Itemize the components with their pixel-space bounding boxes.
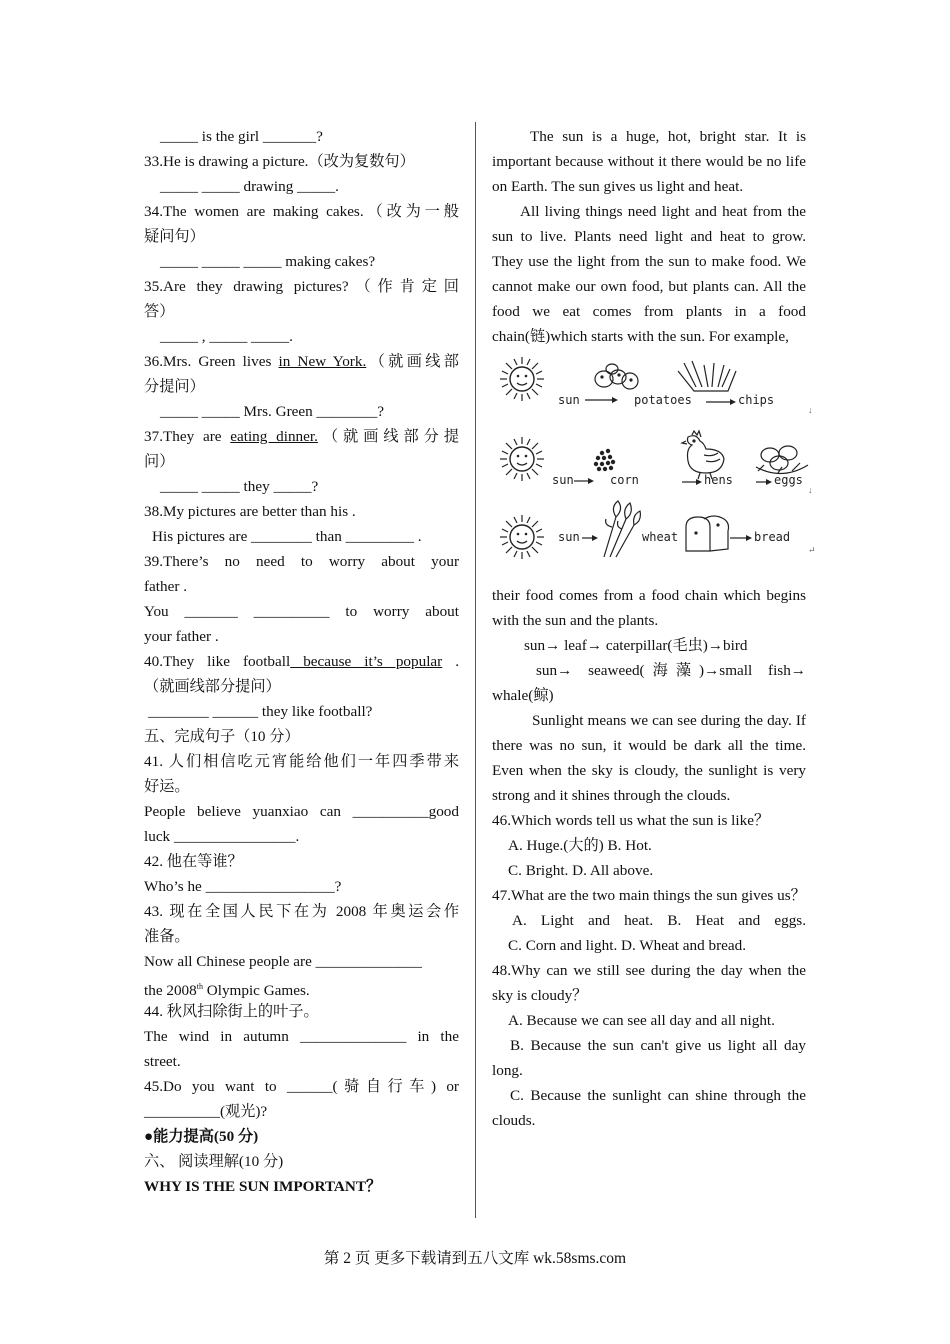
- q37-answer-line: _____ _____ they _____?: [160, 478, 319, 495]
- sun-icon: [500, 437, 544, 481]
- q32-answer-line: _____ is the girl _______?: [160, 128, 323, 145]
- line-break-mark: ↓: [808, 485, 813, 495]
- arrow-head: [746, 535, 752, 541]
- chain-label-wheat: wheat: [642, 530, 679, 544]
- q47-options-2: C. Corn and light. D. Wheat and bread.: [508, 937, 747, 954]
- q48-option-a: A. Because we can see all day and all night.: [508, 1012, 775, 1029]
- q43-text-cont: 准备。: [144, 928, 190, 945]
- left-column: [144, 124, 459, 1199]
- corn-icon: [594, 449, 615, 471]
- q34-text: 34.The women are making cakes.（改为一般: [144, 203, 459, 220]
- q40-text-cont: （就画线部分提问）: [144, 678, 281, 695]
- q35-answer-line: _____ , _____ _____.: [160, 328, 293, 345]
- section-6-heading: 六、 阅读理解(10 分): [144, 1153, 284, 1170]
- right-column: [492, 124, 816, 1133]
- q38-text: 38.My pictures are better than his .: [144, 503, 356, 520]
- arrow-head: [696, 479, 702, 485]
- q41-answer-cont: luck ________________.: [144, 828, 300, 845]
- line-break-mark: ↓: [808, 405, 813, 415]
- q45-text-cont: __________(观光)?: [144, 1103, 268, 1120]
- q46-text: 46.Which words tell us what the sun is like？: [492, 812, 770, 829]
- food-chain-example-1: sun→ leaf→ caterpillar(毛虫)→bird: [524, 637, 748, 654]
- q41-answer-line: People believe yuanxiao can __________good: [144, 803, 459, 820]
- q40-text: 40.They like football because it’s popular .: [144, 653, 460, 670]
- q47-text: 47.What are the two main things the sun gives us？: [492, 887, 806, 904]
- reading-title: WHY IS THE SUN IMPORTANT？: [144, 1178, 382, 1195]
- chain-label-corn: corn: [610, 473, 639, 487]
- sun-icon: [500, 357, 544, 401]
- food-chain-example-2: sun→ seaweed(海藻)→small fish→ whale(鲸): [492, 662, 806, 704]
- q39-answer-cont: your father .: [144, 628, 219, 645]
- q42-answer-line: Who’s he _________________?: [144, 878, 342, 895]
- passage-paragraph-3: their food comes from a food chain which begins with the sun and the plants.: [492, 587, 806, 629]
- eggs-icon: [756, 446, 808, 474]
- column-divider: [475, 122, 476, 1218]
- q44-answer-cont: street.: [144, 1053, 181, 1070]
- q35-text: 35.Are they drawing pictures?（作肯定回: [144, 278, 459, 295]
- q43-answer-cont: the 2008th Olympic Games.: [144, 982, 310, 1000]
- q43-answer-line: Now all Chinese people are ______________: [144, 953, 422, 970]
- q38-answer-line: His pictures are ________ than _________ .: [152, 528, 422, 545]
- chain-label-hens: hens: [704, 473, 733, 487]
- food-chain-svg: [492, 357, 814, 579]
- q35-text-cont: 答）: [144, 303, 175, 320]
- food-chain-illustration: [492, 357, 816, 579]
- q42-text: 42. 他在等谁？: [144, 853, 243, 870]
- bread-icon: [686, 516, 729, 551]
- q46-options-1: A. Huge.(大的) B. Hot.: [508, 837, 652, 854]
- q48-text: 48.Why can we still see during the day when the sky is cloudy？: [492, 962, 806, 1004]
- chain-label-sun-2: sun: [552, 473, 574, 487]
- q39-answer-line: You _______ __________ to worry about: [144, 603, 459, 620]
- passage-paragraph-2: All living things need light and heat from the sun to live. Plants need light and heat to grow. They use the light from the sun to make food. We cannot make our own food, but plants can. All the food we eat comes from plants in a food chain(链)which starts with the sun. For example,: [492, 203, 806, 345]
- potatoes-icon: [595, 364, 638, 389]
- chain-label-sun-3: sun: [558, 530, 580, 544]
- q45-text: 45.Do you want to ______(骑自行车) or: [144, 1078, 459, 1095]
- line-break-mark: ↵: [808, 545, 816, 555]
- q43-text: 43. 现在全国人民下在为 2008 年奥运会作: [144, 903, 459, 920]
- q36-text: 36.Mrs. Green lives in New York.（就画线部: [144, 353, 459, 370]
- q39-text: 39.There’s no need to worry about your: [144, 553, 459, 570]
- q44-answer-line: The wind in autumn ______________ in the: [144, 1028, 459, 1045]
- q33-text: 33.He is drawing a picture.（改为复数句）: [144, 153, 415, 170]
- q48-option-b: B. Because the sun can't give us light all day long.: [492, 1037, 806, 1079]
- chain-label-eggs: eggs: [774, 473, 803, 487]
- q47-options-1: A. Light and heat. B. Heat and eggs.: [512, 912, 806, 929]
- q41-text: 41. 人们相信吃元宵能给他们一年四季带来: [144, 753, 459, 770]
- chain-label-potatoes: potatoes: [634, 393, 692, 407]
- q37-text: 37.They are eating dinner.（就画线部分提: [144, 428, 459, 445]
- section-5-heading: 五、完成句子（10 分）: [144, 728, 300, 745]
- q34-text-cont: 疑问句）: [144, 228, 205, 245]
- ability-heading: ●能力提高(50 分): [144, 1128, 259, 1145]
- wheat-icon: [604, 501, 640, 557]
- chain-label-chips: chips: [738, 393, 775, 407]
- q40-answer-line: ________ ______ they like football?: [148, 703, 373, 720]
- q36-text-cont: 分提问）: [144, 378, 205, 395]
- q34-answer-line: _____ _____ _____ making cakes?: [160, 253, 376, 270]
- arrow-head: [766, 479, 772, 485]
- arrow-head: [612, 397, 618, 403]
- arrow-head: [592, 535, 598, 541]
- q37-text-cont: 问）: [144, 453, 175, 470]
- arrow-head: [588, 478, 594, 484]
- sun-icon: [500, 515, 544, 559]
- q46-options-2: C. Bright. D. All above.: [508, 862, 654, 879]
- chips-icon: [678, 361, 736, 391]
- q48-option-c: C. Because the sunlight can shine through the clouds.: [492, 1087, 806, 1129]
- q33-answer-line: _____ _____ drawing _____.: [160, 178, 339, 195]
- q44-text: 44. 秋风扫除街上的叶子。: [144, 1003, 319, 1020]
- q36-answer-line: _____ _____ Mrs. Green ________?: [160, 403, 384, 420]
- passage-paragraph-1: The sun is a huge, hot, bright star. It is important because without it there would be no life on Earth. The sun gives us light and heat.: [492, 128, 806, 195]
- passage-paragraph-4: Sunlight means we can see during the day. If there was no sun, it would be dark all the time. Even when the sky is cloudy, the sunlight is very strong and it shines through the clouds.: [492, 712, 806, 804]
- arrow-head: [730, 399, 736, 405]
- q41-text-cont: 好运。: [144, 778, 190, 795]
- chain-label-sun-1: sun: [558, 393, 580, 407]
- hen-icon: [682, 431, 724, 479]
- page-footer: 第 2 页 更多下载请到五八文库 wk.58sms.com: [323, 1250, 627, 1267]
- q39-text-cont: father .: [144, 578, 188, 595]
- chain-label-bread: bread: [754, 530, 791, 544]
